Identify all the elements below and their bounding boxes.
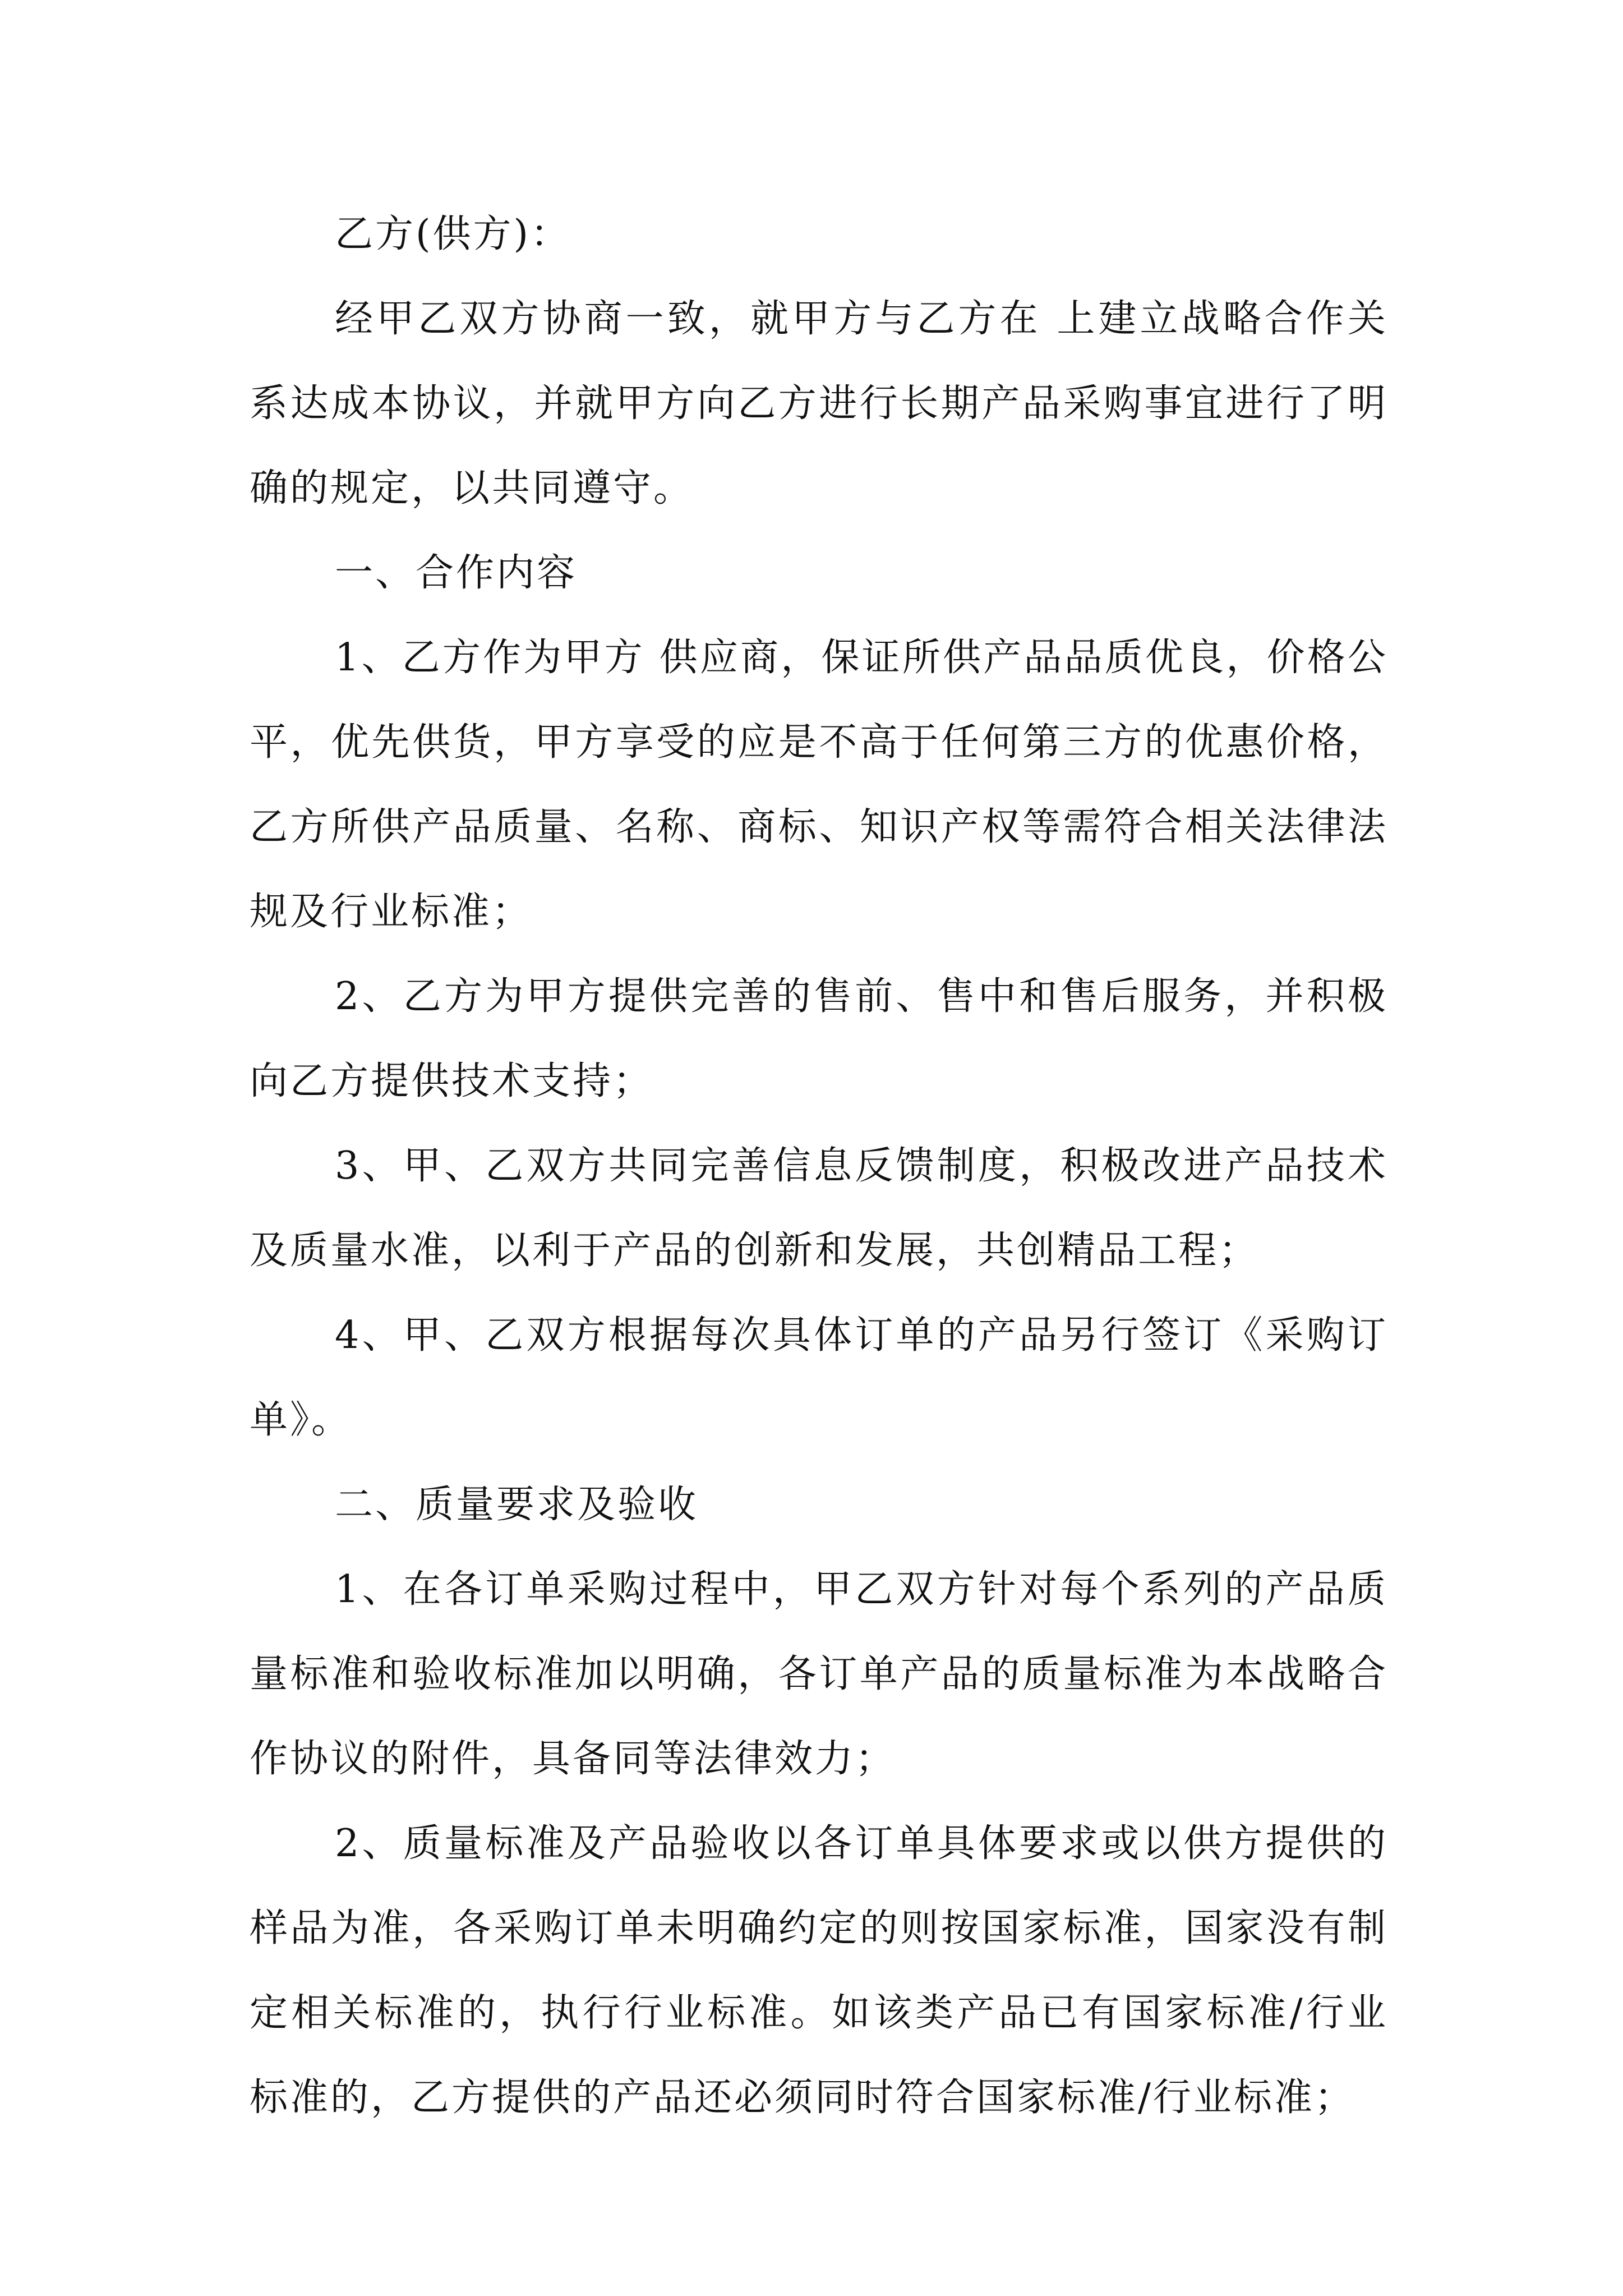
clause-1-1: 1、乙方作为甲方 供应商，保证所供产品品质优良，价格公平，优先供货，甲方享受的应是不高于任何第三方的优惠价格，乙方所供产品质量、名称、商标、知识产权等需符合相关法律法规及行业标准；: [250, 636, 1388, 934]
party-b-line: 乙方(供方)：: [335, 212, 571, 256]
document-body: [250, 192, 1388, 2140]
clause-1-2: 2、乙方为甲方提供完善的售前、售中和售后服务，并积极向乙方提供技术支持；: [250, 974, 1388, 1103]
clause-1-3: 3、甲、乙双方共同完善信息反馈制度，积极改进产品技术及质量水准，以利于产品的创新和发展，共创精品工程；: [250, 1144, 1388, 1273]
clause-2-1: 1、在各订单采购过程中，甲乙双方针对每个系列的产品质量标准和验收标准加以明确，各订单产品的质量标准为本战略合作协议的附件，具备同等法律效力；: [250, 1567, 1388, 1781]
clause-2-2: 2、质量标准及产品验收以各订单具体要求或以供方提供的样品为准，各采购订单未明确约定的则按国家标准，国家没有制定相关标准的，执行行业标准。如该类产品已有国家标准/行业标准的，乙方提供的产品还必须同时符合国家标准/行业标准；: [250, 1821, 1388, 2120]
section-heading-quality: 二、质量要求及验收: [335, 1483, 699, 1527]
clause-1-4: 4、甲、乙双方根据每次具体订单的产品另行签订《采购订单》。: [250, 1313, 1388, 1442]
preamble-paragraph: 经甲乙双方协商一致，就甲方与乙方在 上建立战略合作关系达成本协议，并就甲方向乙方进行长期产品采购事宜进行了明确的规定，以共同遵守。: [250, 297, 1388, 510]
section-heading-cooperation: 一、合作内容: [335, 551, 578, 595]
